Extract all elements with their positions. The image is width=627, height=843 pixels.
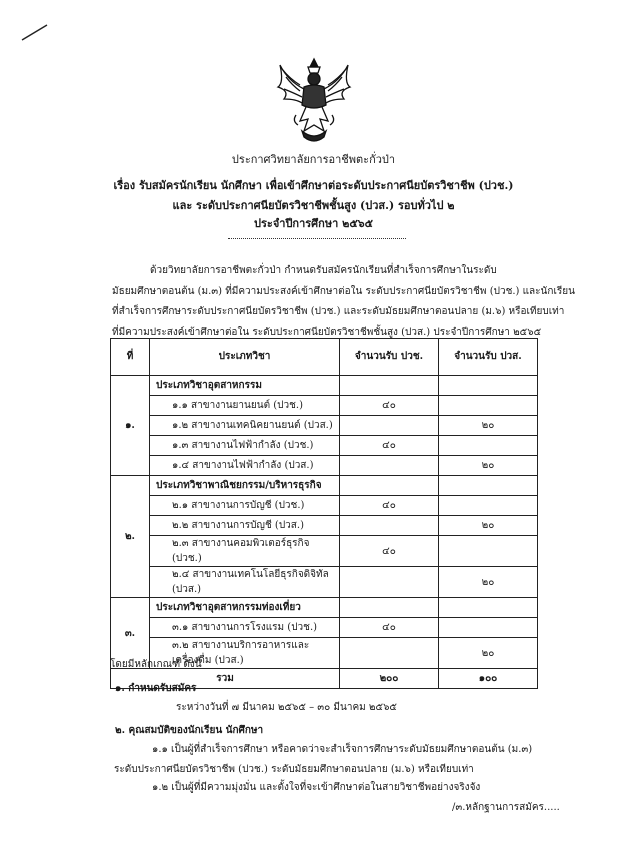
section-1-detail: ระหว่างวันที่ ๗ มีนาคม ๒๕๖๕ – ๓๐ มีนาคม ๒๕๖๕ <box>176 702 398 713</box>
pvc-value <box>340 567 439 598</box>
section-2-item-1-line-2: ระดับประกาศนียบัตรวิชาชีพ (ปวช.) ระดับมัธยมศึกษาตอนปลาย (ม.๖) หรือเทียบเท่า <box>114 764 474 775</box>
program-label: ๑.๓ สาขางานไฟฟ้ากำลัง (ปวช.) <box>150 436 340 456</box>
subject-line-3: ประจำปีการศึกษา ๒๕๖๕ <box>254 217 373 230</box>
table-row <box>111 396 538 416</box>
table-row <box>111 536 538 567</box>
pvs-value <box>439 396 538 416</box>
table-row <box>111 618 538 638</box>
pvs-value <box>439 496 538 516</box>
pvc-value: ๔๐ <box>340 536 439 567</box>
pvc-value <box>340 456 439 476</box>
section-2-title: ๒. คุณสมบัติของนักเรียน นักศึกษา <box>115 725 264 736</box>
section-2-item-2: ๑.๒ เป็นผู้ที่มีความมุ่งมั่น และตั้งใจที่จะเข้าศึกษาต่อในสายวิชาชีพอย่างจริงจัง <box>152 782 481 793</box>
group-name: ประเภทวิชาอุตสาหกรรมท่องเที่ยว <box>150 598 340 618</box>
pvs-value: ๒๐ <box>439 416 538 436</box>
section-2-item-1-line-1: ๑.๑ เป็นผู้ที่สำเร็จการศึกษา หรือคาดว่าจะสำเร็จการศึกษาระดับมัธยมศึกษาตอนต้น (ม.๓) <box>152 744 533 755</box>
subject-line-1: เรื่อง รับสมัครนักเรียน นักศึกษา เพื่อเข้าศึกษาต่อระดับประกาศนียบัตรวิชาชีพ (ปวช.) <box>113 179 514 192</box>
pvs-value: ๒๐ <box>439 516 538 536</box>
pvs-value: ๒๐ <box>439 456 538 476</box>
dotted-separator <box>228 238 406 239</box>
program-label: ๑.๒ สาขางานเทคนิคยานยนต์ (ปวส.) <box>150 416 340 436</box>
program-label: ๓.๑ สาขางานการโรงแรม (ปวช.) <box>150 618 340 638</box>
pvc-value <box>340 516 439 536</box>
pvs-value: ๒๐ <box>439 567 538 598</box>
program-label: ๒.๔ สาขางานเทคโนโลยีธุรกิจดิจิทัล (ปวส.) <box>150 567 340 598</box>
header-program: ประเภทวิชา <box>150 339 340 376</box>
pvs-value <box>439 536 538 567</box>
group-name: ประเภทวิชาพาณิชยกรรม/บริหารธุรกิจ <box>150 476 340 496</box>
admission-quota-table <box>110 338 538 689</box>
intro-line-1: ด้วยวิทยาลัยการอาชีพตะกั่วป่า กำหนดรับสมัครนักเรียนที่สำเร็จการศึกษาในระดับ <box>150 265 497 276</box>
program-label: ๑.๔ สาขางานไฟฟ้ากำลัง (ปวส.) <box>150 456 340 476</box>
continuation-note: /๓.หลักฐานการสมัคร..... <box>452 802 560 813</box>
pvc-value: ๔๐ <box>340 436 439 456</box>
pvc-value <box>340 638 439 669</box>
garuda-emblem-icon <box>274 55 354 147</box>
total-label: รวม <box>111 669 340 689</box>
header-pvc: จำนวนรับ ปวช. <box>340 339 439 376</box>
group-number: ๑. <box>111 376 150 476</box>
criteria-intro: โดยมีหลักเกณฑ์ ดังนี้ <box>110 659 202 670</box>
group-number: ๓. <box>111 598 150 669</box>
program-label: ๒.๓ สาขางานคอมพิวเตอร์ธุรกิจ (ปวช.) <box>150 536 340 567</box>
subject-line-2: และ ระดับประกาศนียบัตรวิชาชีพชั้นสูง (ปวส.) รอบทั่วไป ๒ <box>172 199 455 212</box>
group-name: ประเภทวิชาอุตสาหกรรม <box>150 376 340 396</box>
table-row <box>111 476 538 496</box>
table-row <box>111 567 538 598</box>
section-1-title: ๑. กำหนดรับสมัคร <box>115 683 197 694</box>
pvc-value <box>340 416 439 436</box>
pvs-value <box>439 618 538 638</box>
intro-line-4: ที่มีความประสงค์เข้าศึกษาต่อใน ระดับประกาศนียบัตรวิชาชีพชั้นสูง (ปวส.) ประจำปีการศึกษา ๒๕๖๕ <box>112 327 542 338</box>
table-row <box>111 598 538 618</box>
total-pvs: ๑๐๐ <box>439 669 538 689</box>
table-header-row <box>111 339 538 376</box>
announcement-title: ประกาศวิทยาลัยการอาชีพตะกั่วป่า <box>231 153 396 166</box>
table-row <box>111 436 538 456</box>
program-label: ๓.๒ สาขางานบริการอาหารและเครื่องดื่ม (ปวส.) <box>150 638 340 669</box>
pvc-value: ๔๐ <box>340 618 439 638</box>
pvs-value: ๒๐ <box>439 638 538 669</box>
table-row <box>111 496 538 516</box>
pvs-value <box>439 436 538 456</box>
header-no: ที่ <box>111 339 150 376</box>
intro-line-3: ที่สำเร็จการศึกษาระดับประกาศนียบัตรวิชาชีพ (ปวช.) และระดับมัธยมศึกษาตอนปลาย (ม.๖) หรือเทียบเท่า <box>112 306 565 317</box>
total-pvc: ๒๐๐ <box>340 669 439 689</box>
program-label: ๒.๒ สาขางานการบัญชี (ปวส.) <box>150 516 340 536</box>
table-row <box>111 376 538 396</box>
table-row <box>111 516 538 536</box>
pvc-value: ๔๐ <box>340 496 439 516</box>
table-row <box>111 456 538 476</box>
program-label: ๒.๑ สาขางานการบัญชี (ปวช.) <box>150 496 340 516</box>
intro-line-2: มัธยมศึกษาตอนต้น (ม.๓) ที่มีความประสงค์เข้าศึกษาต่อใน ระดับประกาศนียบัตรวิชาชีพ (ปวช.) และนักเรียน <box>112 286 575 297</box>
pen-mark <box>20 22 50 42</box>
header-pvs: จำนวนรับ ปวส. <box>439 339 538 376</box>
pvc-value: ๔๐ <box>340 396 439 416</box>
table-row <box>111 416 538 436</box>
group-number: ๒. <box>111 476 150 598</box>
program-label: ๑.๑ สาขางานยานยนต์ (ปวช.) <box>150 396 340 416</box>
